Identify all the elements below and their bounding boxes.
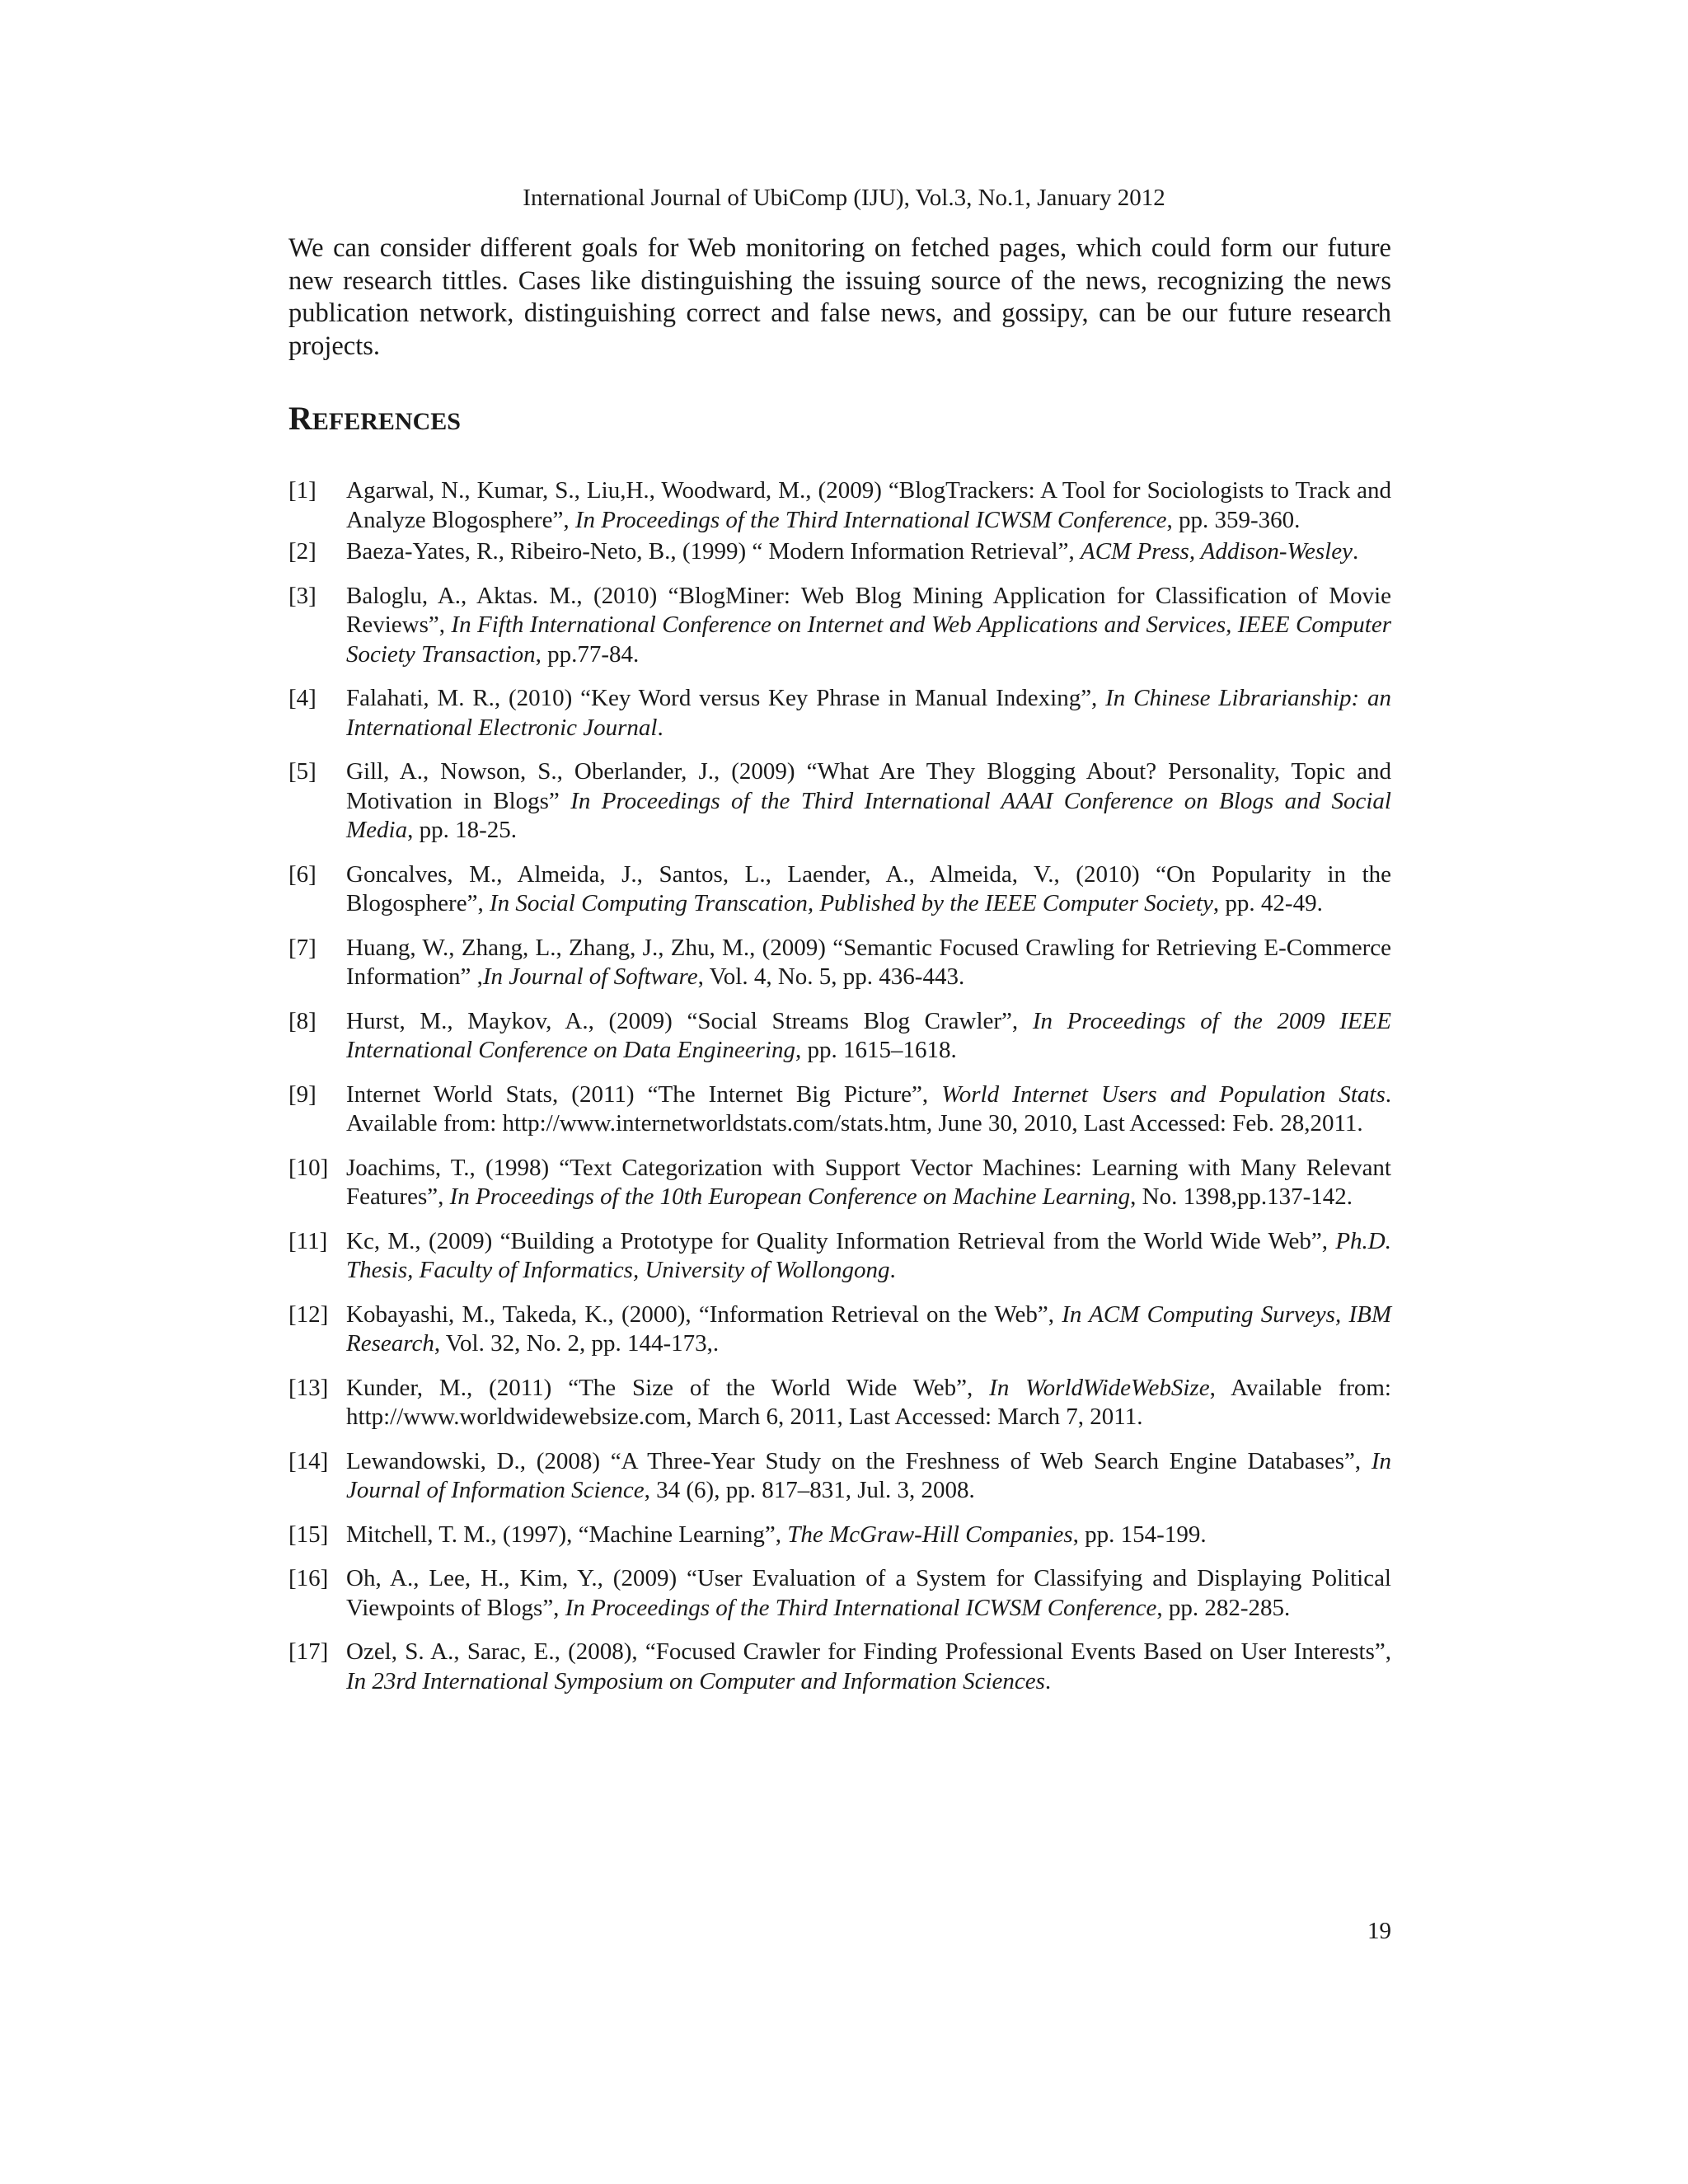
reference-item [288,1154,1391,1212]
reference-number: [3] [288,582,316,609]
heading-initial: R [288,400,312,437]
reference-source: In WorldWideWebSize [989,1374,1210,1401]
reference-text [346,935,1391,991]
reference-number: [11] [288,1227,328,1254]
reference-text [346,861,1391,917]
reference-source: In Proceedings of the 10th European Conference on Machine Learning [449,1183,1131,1210]
reference-segment: Baeza-Yates, R., Ribeiro-Neto, B., (1999) “ Modern Information Retrieval”, [346,538,1081,565]
reference-number: [9] [288,1080,316,1108]
reference-segment: . [1352,538,1359,565]
reference-text [346,1081,1391,1137]
reference-text [346,477,1391,533]
reference-source: In Chinese Librarianship: an International Electronic Journal [346,685,1391,741]
reference-segment: , Vol. 32, No. 2, pp. 144-173,. [434,1330,720,1357]
reference-number: [12] [288,1301,329,1328]
reference-source: In Fifth International Conference on Internet and Web Applications and Services, IEEE Computer Society Transaction [346,612,1392,668]
reference-segment: , pp. 282-285. [1156,1594,1291,1621]
reference-item [288,1374,1391,1432]
reference-item [288,1447,1391,1506]
reference-text [346,1301,1391,1357]
running-header: International Journal of UbiComp (IJU), Vol.3, No.1, January 2012 [523,185,1165,211]
reference-source: In Journal of Software [482,963,698,990]
reference-number: [7] [288,934,316,961]
reference-item [288,1301,1391,1359]
reference-segment: Joachims, T., (1998) “Text Categorization with Support Vector Machines: Learning with Many Relevant Features”, [346,1154,1391,1210]
reference-segment: , pp.77-84. [535,640,640,668]
reference-text [346,1638,1391,1694]
reference-number: [8] [288,1007,316,1034]
reference-segment: , pp. 18-25. [407,817,518,843]
reference-segment: Kunder, M., (2011) “The Size of the World Wide Web”, [346,1374,990,1401]
reference-segment: Oh, A., Lee, H., Kim, Y., (2009) “User Evaluation of a System for Classifying and Displaying Political Viewpoints of Blogs”, [346,1565,1391,1621]
reference-segment: Falahati, M. R., (2010) “Key Word versus Key Phrase in Manual Indexing”, [346,685,1106,711]
reference-source: In ACM Computing Surveys, IBM Research [346,1301,1391,1357]
reference-segment: Baloglu, A., Aktas. M., (2010) “BlogMiner: Web Blog Mining Application for Classification of Movie Reviews”, [346,582,1391,638]
reference-item [288,934,1391,992]
reference-item [288,1007,1391,1066]
reference-segment: , pp. 1615–1618. [795,1037,957,1063]
page-number: 19 [1367,1918,1391,1944]
reference-item [288,1638,1391,1696]
reference-source: Ph.D. Thesis, Faculty of Informatics, University of Wollongong [346,1227,1391,1283]
reference-segment: Goncalves, M., Almeida, J., Santos, L., Laender, A., Almeida, V., (2010) “On Popularity in the Blogosphere”, [346,860,1391,916]
reference-item [288,1227,1391,1286]
reference-segment: , Vol. 4, No. 5, pp. 436-443. [697,963,965,990]
reference-segment: . [657,714,663,741]
reference-item [288,860,1391,919]
reference-source: In 23rd International Symposium on Computer and Information Sciences [346,1667,1045,1694]
reference-item [288,476,1391,535]
reference-source: ACM Press, Addison-Wesley [1081,538,1353,565]
reference-number: [16] [288,1565,329,1591]
reference-source: In Social Computing Transcation, Published by the IEEE Computer Society [489,890,1213,916]
intro-paragraph: We can consider different goals for Web monitoring on fetched pages, which could form our future new research tittles. Cases like distinguishing the issuing source of the news, recognizing the news publication network, distinguishing correct and false news, and gossipy, can be our future research projects. [288,233,1391,361]
reference-text [346,1521,1207,1548]
reference-text [346,538,1358,565]
reference-segment: . [1044,1667,1052,1694]
reference-segment: Internet World Stats, (2011) “The Internet Big Picture”, [346,1080,942,1108]
reference-number: [15] [288,1521,329,1548]
reference-segment: , pp. 42-49. [1212,890,1323,916]
reference-item [288,757,1391,846]
reference-item [288,684,1391,743]
reference-segment: Kc, M., (2009) “Building a Prototype for Quality Information Retrieval from the World Wide Web”, [346,1227,1336,1254]
reference-segment: , pp. 359-360. [1166,506,1301,533]
references-heading [288,401,461,440]
reference-segment: Hurst, M., Maykov, A., (2009) “Social Streams Blog Crawler”, [346,1007,1033,1034]
reference-text [346,1228,1391,1284]
reference-number: [4] [288,685,316,711]
reference-item [288,1564,1391,1623]
reference-number: [1] [288,477,316,504]
reference-source: The McGraw-Hill Companies [787,1521,1073,1548]
reference-segment: , No. 1398,pp.137-142. [1130,1183,1353,1210]
reference-item [288,582,1391,670]
reference-segment: . Available from: http://www.internetworldstats.com/stats.htm, June 30, 2010, Last Accessed: Feb. 28,2011. [346,1080,1391,1137]
reference-number: [10] [288,1154,329,1181]
reference-item [288,1080,1391,1139]
reference-source: In Proceedings of the 2009 IEEE International Conference on Data Engineering [346,1007,1392,1063]
reference-number: [13] [288,1374,329,1401]
reference-source: In Proceedings of the Third International ICWSM Conference [574,506,1167,533]
reference-text [346,1448,1391,1504]
reference-text [346,583,1391,668]
reference-segment: Kobayashi, M., Takeda, K., (2000), “Information Retrieval on the Web”, [346,1301,1062,1328]
reference-item [288,1521,1391,1550]
reference-number: [6] [288,860,316,888]
reference-segment: , Available from: http://www.worldwidewebsize.com, March 6, 2011, Last Accessed: March 7, 2011. [346,1374,1391,1430]
reference-source: World Internet Users and Population Stats [941,1080,1386,1108]
reference-text [346,1565,1391,1621]
reference-segment: Ozel, S. A., Sarac, E., (2008), “Focused Crawler for Finding Professional Events Based on User Interests”, [346,1638,1391,1665]
reference-source: In Journal of Information Science [346,1447,1391,1503]
reference-text [346,685,1391,741]
reference-number: [17] [288,1638,329,1665]
reference-source: In Proceedings of the Third International AAAI Conference on Blogs and Social Media [346,787,1391,843]
reference-segment: Lewandowski, D., (2008) “A Three-Year Study on the Freshness of Web Search Engine Databases”, [346,1447,1372,1474]
reference-text [346,758,1391,843]
reference-number: [5] [288,758,316,785]
reference-segment: Gill, A., Nowson, S., Oberlander, J., (2009) “What Are They Blogging About? Personality, Topic and Motivation in Blogs” [346,758,1391,814]
reference-segment: Agarwal, N., Kumar, S., Liu,H., Woodward, M., (2009) “BlogTrackers: A Tool for Sociologists to Track and Analyze Blogosphere”, [346,477,1391,533]
reference-number: [14] [288,1447,329,1474]
reference-segment: . [889,1257,896,1283]
reference-source: In Proceedings of the Third International ICWSM Conference [565,1594,1157,1621]
reference-text [346,1008,1391,1064]
reference-text [346,1155,1391,1211]
reference-text [346,1375,1391,1431]
heading-rest: EFERENCES [312,408,461,435]
reference-number: [2] [288,538,316,565]
reference-segment: , pp. 154-199. [1072,1521,1207,1548]
reference-segment: Huang, W., Zhang, L., Zhang, J., Zhu, M., (2009) “Semantic Focused Crawling for Retrieving E-Commerce Information” , [346,934,1391,990]
reference-item [288,537,1391,567]
reference-segment: Mitchell, T. M., (1997), “Machine Learning”, [346,1521,788,1548]
reference-list [288,476,1391,1711]
reference-segment: , 34 (6), pp. 817–831, Jul. 3, 2008. [644,1477,975,1503]
